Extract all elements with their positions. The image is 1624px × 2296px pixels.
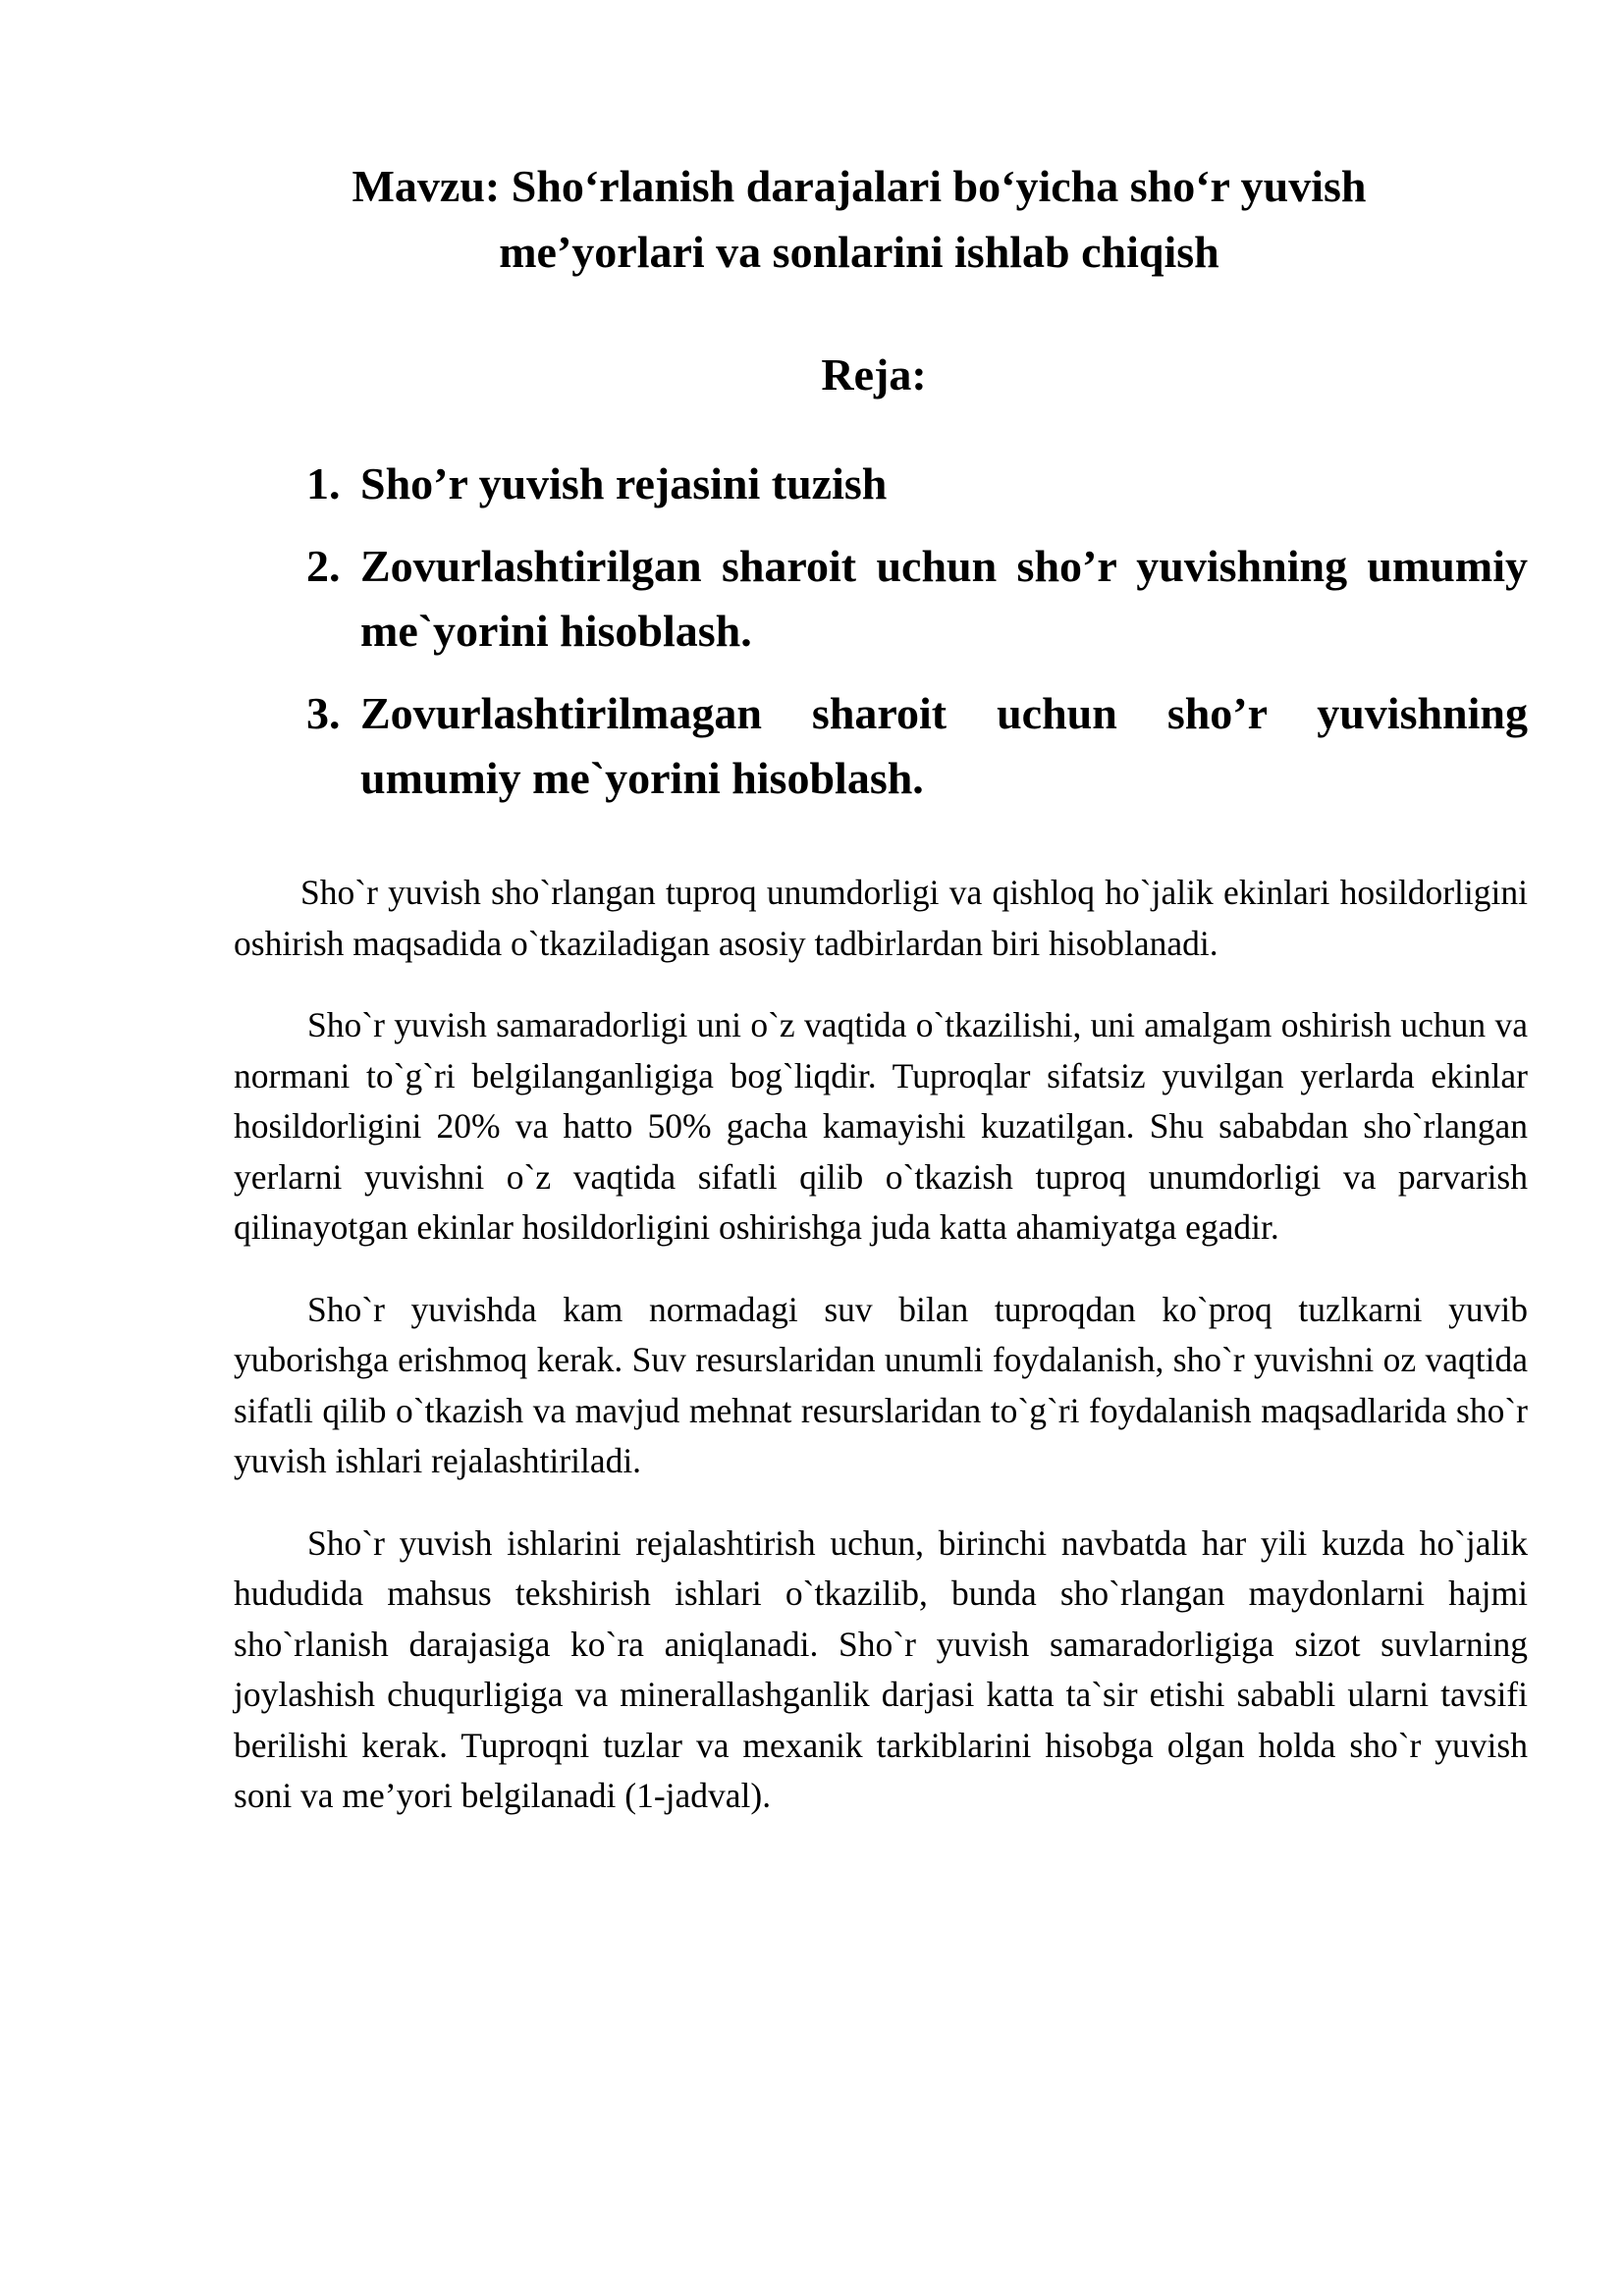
paragraph-3: Sho`r yuvishda kam normadagi suv bilan tuproqdan ko`proq tuzlkarni yuvib yuborishga erishmoq kerak. Suv resurslaridan unumli foydalanish, sho`r yuvishni oz vaqtida sifatli qilib o`tkazish va mavjud mehnat resurslaridan to`g`ri foydalanish maqsadlarida sho`r yuvish ishlari rejalashtiriladi. [234,1289,1528,1480]
plan-item-text: Zovurlashtirilmagan sharoit uchun sho’r yuvishning umumiy me`yorini hisoblash. [360,688,1528,803]
plan-item-number: 1. [306,458,341,508]
title-line-1: Mavzu: Sho‘rlanish darajalari bo‘yicha sho‘r yuvish [352,161,1367,211]
plan-item-text: Sho’r yuvish rejasini tuzish [360,458,888,508]
paragraph-4: Sho`r yuvish ishlarini rejalashtirish uchun, birinchi navbatda har yili kuzda ho`jalik hududida mahsus tekshirish ishlari o`tkazilib, bunda sho`rlangan maydonlarni hajmi sho`rlanish darajasiga ko`ra aniqlanadi. Sho`r yuvish samaradorligiga sizot suvlarning joylashish chuqurligiga va minerallashganlik darjasi katta ta`sir etishi sababli ularni tavsifi berilishi kerak. Tuproqni tuzlar va mexanik tarkiblarini hisobga olgan holda sho`r yuvish soni va me’yori belgilanadi (1-jadval). [234,1522,1528,1815]
plan-item-2 [306,534,1528,664]
paragraph-2: Sho`r yuvish samaradorligi uni o`z vaqtida o`tkazilishi, uni amalgam oshirish uchun va normani to`g`ri belgilanganligiga bog`liqdir. Tuproqlar sifatsiz yuvilgan yerlarda ekinlar hosildorligini 20% va hatto 50% gacha kamayishi kuzatilgan. Shu sababdan sho`rlangan yerlarni yuvishni o`z vaqtida sifatli qilib o`tkazish tuproq unumdorligi va parvarish qilinayotgan ekinlar hosildorligini oshirishga juda katta ahamiyatga egadir. [234,1005,1528,1247]
plan-heading: Reja: [821,349,927,400]
title-line-2: me’yorlari va sonlarini ishlab chiqish [499,227,1219,277]
plan-item-3 [306,681,1528,811]
plan-item-1 [306,452,1528,516]
plan-list [306,452,1528,828]
plan-item-number: 3. [306,688,341,738]
body-text [234,868,1528,1853]
paragraph-1: Sho`r yuvish sho`rlangan tuproq unumdorligi va qishloq ho`jalik ekinlari hosildorligini oshirish maqsadida o`tkaziladigan asosiy tadbirlardan biri hisoblanadi. [234,873,1528,963]
document-title [295,153,1424,285]
plan-item-number: 2. [306,541,341,591]
plan-item-text: Zovurlashtirilgan sharoit uchun sho’r yuvishning umumiy me`yorini hisoblash. [360,541,1528,656]
